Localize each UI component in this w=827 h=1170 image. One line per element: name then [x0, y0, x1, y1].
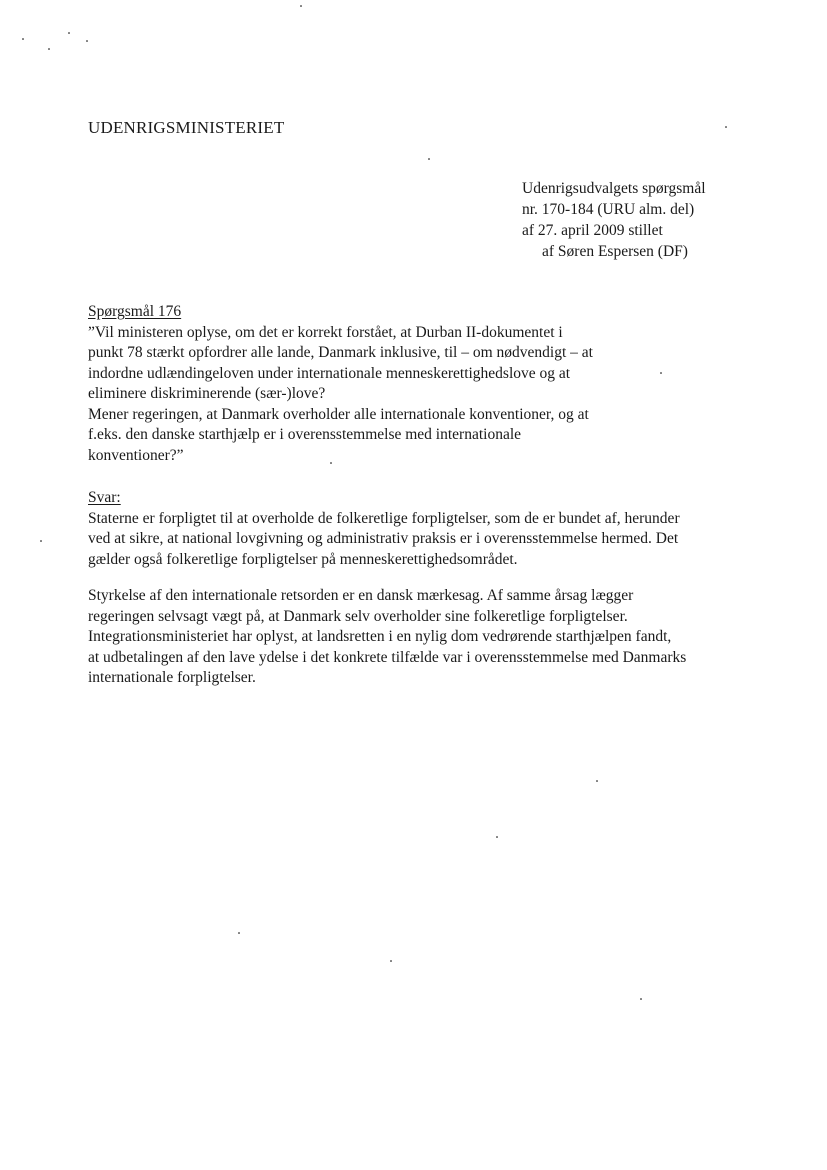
reference-line: af Søren Espersen (DF)	[542, 243, 688, 260]
scan-speck	[300, 5, 302, 7]
question-heading: Spørgsmål 176	[88, 303, 182, 320]
answer-paragraph-2	[88, 586, 778, 689]
question-line: eliminere diskriminerende (sær-)love?	[88, 385, 326, 402]
question-line: indordne udlændingeloven under internationale menneskerettighedslove og at	[88, 364, 571, 382]
question-line: konventioner?”	[88, 446, 184, 464]
scan-speck	[725, 126, 727, 128]
answer-line: internationale forpligtelser.	[88, 669, 256, 686]
answer-line: at udbetalingen af den lave ydelse i det konkrete tilfælde var i overensstemmelse med Danmarks	[88, 648, 687, 666]
answer-line: Staterne er forpligtet til at overholde de folkeretlige forpligtelser, som de er bundet af, herunder	[88, 509, 680, 527]
ministry-header: UDENRIGSMINISTERIET	[88, 118, 285, 137]
scan-speck	[40, 540, 42, 542]
reference-block	[522, 178, 706, 262]
scan-speck	[238, 932, 240, 934]
answer-line: Styrkelse af den internationale retsorden er en dansk mærkesag. Af samme årsag lægger	[88, 587, 634, 604]
scan-speck	[22, 38, 24, 40]
reference-line: nr. 170-184 (URU alm. del)	[522, 201, 695, 218]
scan-speck	[86, 40, 88, 42]
scan-speck	[48, 48, 50, 50]
reference-line: Udenrigsudvalgets spørgsmål	[522, 180, 706, 197]
question-line: Mener regeringen, at Danmark overholder alle internationale konventioner, og at	[88, 405, 589, 423]
scan-speck	[496, 836, 498, 838]
question-line: ”Vil ministeren oplyse, om det er korrekt forstået, at Durban II-dokumentet i	[88, 323, 563, 341]
scan-speck	[68, 32, 70, 34]
question-line: punkt 78 stærkt opfordrer alle lande, Danmark inklusive, til – om nødvendigt – at	[88, 344, 593, 361]
question-line: f.eks. den danske starthjælp er i overensstemmelse med internationale	[88, 426, 522, 443]
reference-line: af 27. april 2009 stillet	[522, 222, 663, 239]
answer-line: gælder også folkeretlige forpligtelser på menneskerettighedsområdet.	[88, 550, 518, 568]
scan-speck	[640, 998, 642, 1000]
scan-speck	[428, 158, 430, 160]
answer-heading: Svar:	[88, 489, 121, 506]
scan-speck	[596, 780, 598, 782]
answer-line: ved at sikre, at national lovgivning og administrativ praksis er i overensstemmelse hermed. Det	[88, 530, 679, 547]
scan-speck	[390, 960, 392, 962]
question-section	[88, 302, 688, 466]
answer-line: Integrationsministeriet har oplyst, at landsretten i en nylig dom vedrørende starthjælpen fandt,	[88, 628, 672, 645]
answer-section	[88, 488, 778, 570]
answer-line: regeringen selvsagt vægt på, at Danmark selv overholder sine folkeretlige forpligtelser.	[88, 607, 628, 625]
